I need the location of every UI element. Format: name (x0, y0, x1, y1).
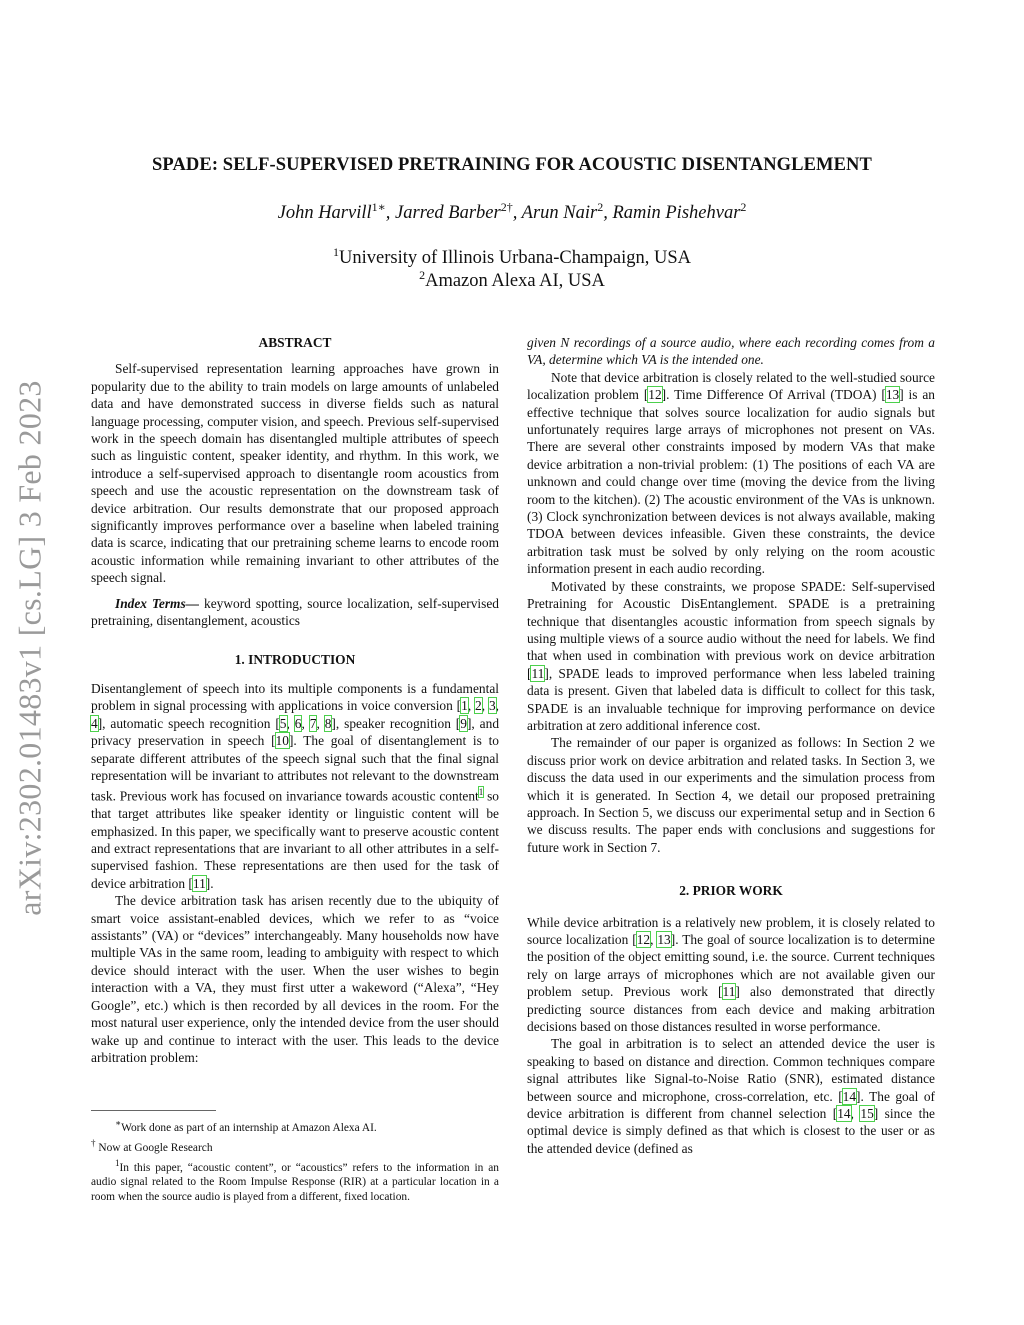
text-run: ]. The goal of disentanglement is to separate different attributes of the speech signal such that the final signal representation will be invariant to attributes not relevant to the downstream task. Previous work has focused on invariance towards acoustic content (91, 733, 499, 804)
text-run: While device arbitration is a relatively new problem, it is closely related to source localization [ (527, 914, 935, 947)
author-name: Ramin Pishehvar (612, 203, 741, 224)
footnote (91, 1116, 499, 1136)
citation-link[interactable]: 13 (657, 932, 671, 947)
arxiv-sidebar (4, 365, 56, 930)
citation-link[interactable]: 12 (636, 932, 651, 947)
text-run: The goal in arbitration is to select an attended device the user is speaking to based on distance and direction. Common techniques compare signal attributes like Signal-to-Noise Ratio (SNR), estimated distance between source and microphone, cross-correlation, etc. [ (527, 1036, 935, 1104)
abstract-heading: ABSTRACT (258, 335, 332, 350)
footnote-mark: † (91, 1137, 96, 1148)
text-run: ], automatic speech recognition [ (97, 715, 280, 731)
affiliation-text: Amazon Alexa AI, USA (425, 271, 605, 292)
affiliation-mark: 1 (333, 245, 340, 259)
citation-link[interactable]: 10 (275, 733, 289, 749)
footnote (91, 1136, 499, 1156)
footnote-text: Work done as part of an internship at Amazon Alexa AI. (121, 1121, 377, 1134)
author-mark: 1∗ (371, 200, 386, 214)
footnotes (91, 1116, 499, 1205)
arxiv-identifier: arXiv:2302.01483v1 [cs.LG] 3 Feb 2023 (11, 379, 48, 916)
text-run: ]. The goal of source localization is to determine the position of the object emitting sound, i.e. the source. Current techniques rely on large arrays of microphones which are not available given our problem setup. Previous work [ (527, 932, 935, 1000)
author-mark: 2 (597, 200, 604, 214)
text-run: Motivated by these constraints, we propose SPADE: Self-supervised Pretraining for Acoustic DisEntanglement. SPADE is a pretraining technique that disentangles acoustic information from speech signals by using multiple views of a source audio without the need for labels. We find that when used in combination with previous work on device arbitration [ (527, 578, 935, 681)
text-run: ] is an effective technique that solves source localization for audio signals but unfortunately requires large arrays of microphones not present on VAs. There are several other constraints imposed by modern VAs that make device arbitration a non-trivial problem: (1) The positions of each VA are unknown and could change over time (moving the device from the living room to the kitchen). (2) The acoustic environment of the VAs is unknown. (3) Clock synchronization between devices is not always available, making TDOA between devices infeasible. Given these constraints, the device arbitration task must be solved by only relying on the room acoustic information present in each audio recording. (527, 387, 935, 577)
citation-link[interactable]: 2 (475, 698, 482, 714)
text-run: ]. Time Difference Of Arrival (TDOA) [ (661, 387, 886, 403)
citation-link[interactable]: 5 (279, 715, 287, 731)
text-run: ], and privacy preservation in speech [ (91, 715, 500, 749)
intro-paragraph-2: The device arbitration task has arisen recently due to the ubiquity of smart voice assistant-enabled devices, which we refer to as “voice assistants” (VA) or “devices” interchangeably. Many households now have multiple VAs in the same room, leading to ambiguity with respect to which device should interact with the user. When the user wishes to begin interaction with a VA, they must first utter a wakeword (“Alexa”, “Hey Google”, etc.) which is then recorded by all devices in the room. For the most natural user experience, only the intended device from the user should wake up and continue to interact with the user. This leads to the device arbitration problem: (91, 893, 499, 1065)
citation-link[interactable]: 8 (324, 715, 332, 731)
citation-link[interactable]: 11 (192, 875, 206, 891)
author-name: Jarred Barber (395, 203, 501, 224)
citation-link[interactable]: 3 (488, 698, 496, 714)
footnote-rule (91, 1110, 216, 1111)
paragraph: The remainder of our paper is organized as follows: In Section 2 we discuss prior work on device arbitration and related tasks. In Section 3, we discuss the data used in our experiments and the simulation process from which it is generated. In Section 4, we detail our proposed pretraining approach. In Section 5, we discuss our experimental setup and in Section 6 we discuss results. The paper ends with conclusions and suggestions for future work in Section 7. (527, 735, 935, 855)
author-name: Arun Nair (521, 203, 598, 224)
citation-link[interactable]: 14 (837, 1106, 851, 1122)
text-run: ]. The goal of device arbitration is different from channel selection [ (527, 1088, 935, 1122)
footnote-text: Now at Google Research (95, 1141, 213, 1154)
author-mark: 2† (500, 200, 513, 214)
citation-link[interactable]: 7 (309, 715, 317, 731)
index-terms-label: Index Terms— (115, 595, 200, 611)
author-name: John Harvill (277, 203, 372, 224)
paragraph (527, 578, 935, 735)
text-run: Note that device arbitration is closely related to the well-studied source localization problem [ (527, 369, 935, 403)
paragraph (527, 369, 935, 578)
footnote-mark: 1 (115, 1157, 120, 1168)
citation-link[interactable]: 12 (648, 387, 662, 403)
citation-link[interactable]: 4 (91, 715, 98, 731)
paragraph: The goal in arbitration is to select an attended device the user is speaking to based on distance and direction. Common techniques compare signal attributes like Signal-to-Noise Ratio (SNR), estimated distance between source and microphone, cross-correlation, etc. [14]. The goal of device arbitration is different from channel selection [14, 15] since the optimal device is simply defined as that which is closest to the user or as the attended device (defined as (527, 1036, 935, 1156)
citation-link[interactable]: 9 (460, 715, 467, 731)
footnote-link[interactable]: 1 (478, 787, 484, 798)
affiliation (0, 245, 1024, 269)
paragraph: While device arbitration is a relatively new problem, it is closely related to source localization [12, 13]. The goal of source localization is to determine the position of the object emitting sound, i.e. the source. Current techniques rely on large arrays of microphones which are not available given our problem setup. Previous work [11] also demonstrated that directly predicting source distances from each device and making arbitration decisions based on those distances resulted in worse performance. (527, 914, 935, 1035)
index-terms-text: keyword spotting, source localization, self-supervised pretraining, disentanglement, acoustics (91, 595, 499, 629)
affiliation-mark: 2 (419, 268, 426, 282)
citation-link[interactable]: 6 (294, 715, 302, 731)
text-run: ] also demonstrated that directly predicting source distances from each device and making arbitration decisions based on those distances resulted in worse performance. (527, 984, 935, 1035)
author-mark: 2 (740, 200, 747, 214)
affiliation-text: University of Illinois Urbana-Champaign, USA (339, 248, 691, 269)
citation-link[interactable]: 1 (461, 698, 468, 714)
index-terms (91, 595, 499, 630)
abstract-text: Self-supervised representation learning approaches have grown in popularity due to the ability to train models on large amounts of unlabeled data and have demonstrated success in diverse fields such as natural language processing, computer vision, and speech. Previous self-supervised work in the speech domain has disentangled multiple attributes of speech such as linguistic content, speaker identity, and rhythm. In this work, we introduce a self-supervised approach to disentangle room acoustics from speech and use the acoustic representation on the downstream task of device arbitration. Our results demonstrate that our proposed approach significantly improves performance over a baseline when labeled training data is scarce, indicating that our pretraining scheme learns to encode room acoustic information while remaining invariant to other attributes of the speech signal. (91, 361, 499, 586)
section-heading-introduction: 1. INTRODUCTION (234, 651, 356, 667)
citation-link[interactable]: 11 (531, 665, 545, 681)
left-column (91, 334, 499, 1066)
footnote (91, 1156, 499, 1206)
right-column (527, 334, 935, 1157)
text-run: ] since the optimal device is simply defined as that which is closest to the user or as the attended device (defined as (527, 1106, 935, 1156)
citation-link[interactable]: 14 (842, 1088, 857, 1104)
affiliation (0, 268, 1024, 292)
text-run: ], speaker recognition [ (331, 715, 461, 731)
section-heading-prior-work: 2. PRIOR WORK (679, 883, 783, 899)
footnote-mark: ∗ (115, 1118, 122, 1128)
author-list: John Harvill$^{1∗}$, Jarred Barber$^{2\dagger}$, Arun Nair$^2$, Ramin Pishehvar$^2$ (277, 200, 747, 224)
citation-link[interactable]: 15 (860, 1106, 874, 1122)
citation-link[interactable]: 13 (885, 387, 900, 403)
text-run: ], SPADE leads to improved performance when less labeled training data is present. Given that labeled data is difficult to collect for this task, SPADE is an invaluable technique for improving performance on device arbitration at zero additional inference cost. (527, 665, 935, 733)
text-run: Disentanglement of speech into its multiple components is a fundamental problem in signal processing with applications in voice conversion [ (91, 680, 499, 714)
text-run: so that target attributes like speaker identity or linguistic content will be emphasized. In this paper, we specifically want to preserve acoustic content and extract representations that are invariant to all other attributes in a self-supervised fashion. These representations are then used for the task of device arbitration [ (91, 788, 499, 891)
paper-title: SPADE: SELF-SUPERVISED PRETRAINING FOR ACOUSTIC DISENTANGLEMENT (152, 155, 872, 175)
text-run: ]. (205, 875, 214, 891)
footnote-text: In this paper, “acoustic content”, or “acoustics” refers to the information in an audio signal related to the Room Impulse Response (RIR) at a particular location in a room when the source audio is played from a different, fixed location. (91, 1161, 499, 1204)
problem-statement: given N recordings of a source audio, where each recording comes from a VA, determine which VA is the intended one. (527, 335, 935, 368)
citation-link[interactable]: 11 (722, 984, 736, 1000)
intro-paragraph-1: Disentanglement of speech into its multiple components is a fundamental problem in signal processing with applications in voice conversion [1, 2, 3, 4], automatic speech recognition [5, 6, 7, 8], speaker recognition [9], and privacy preservation in speech [10]. The goal of disentanglement is to separate different attributes of the speech signal such that the final signal representation will be invariant to attributes not relevant to the downstream task. Previous work has focused on invariance towards acoustic content$^1$ so that target attributes like speaker identity or linguistic content will be emphasized. In this paper, we specifically want to preserve acoustic content and extract representations that are invariant to all other attributes in a self-supervised fashion. These representations are then used for the task of device arbitration [11]. (91, 680, 500, 891)
